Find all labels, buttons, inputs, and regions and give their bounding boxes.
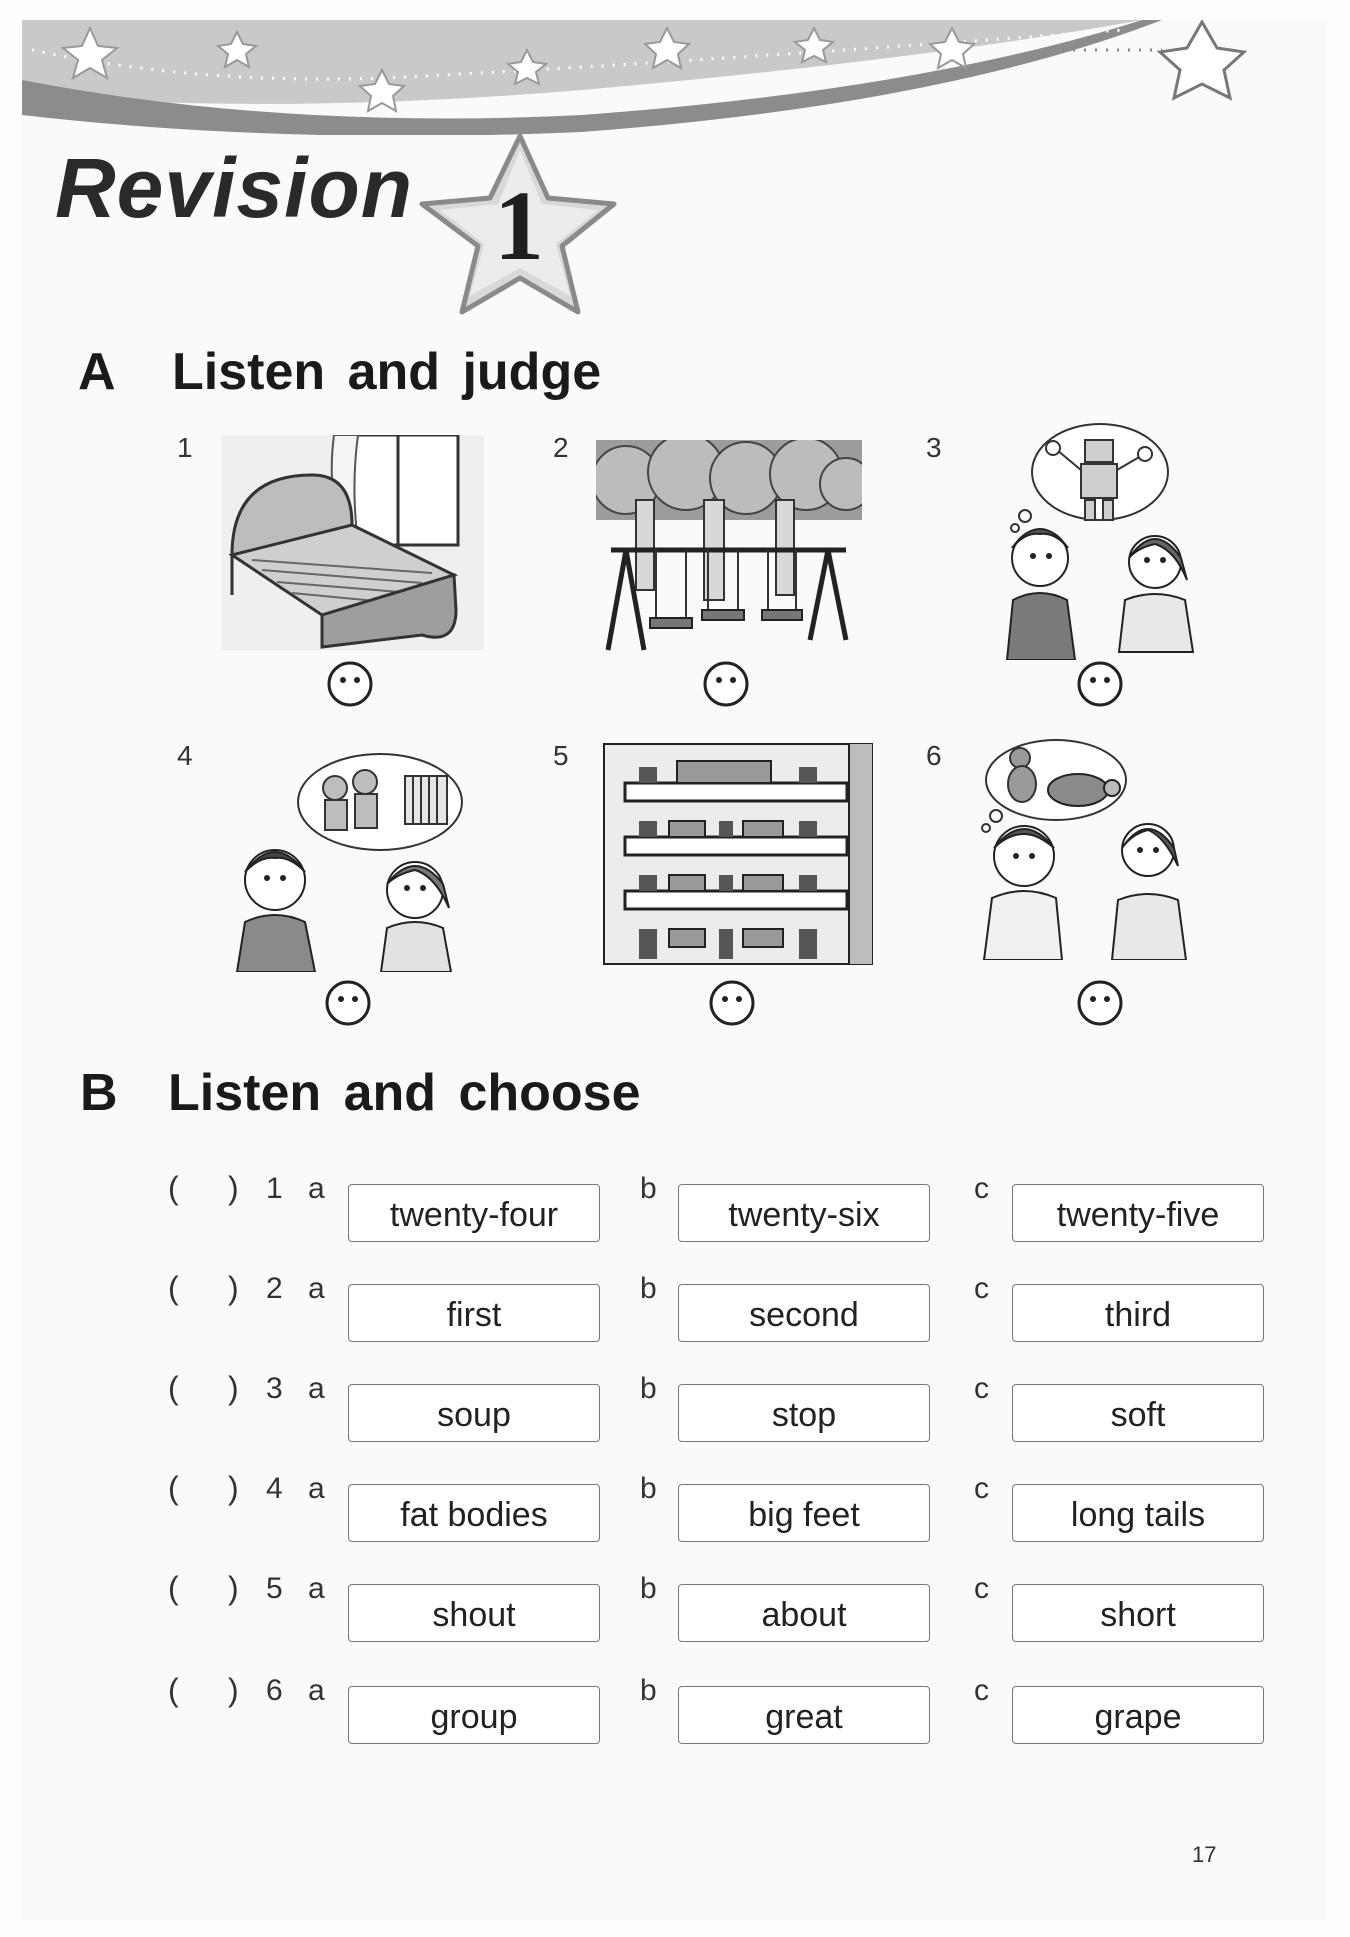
page-title: Revision [55, 141, 414, 235]
answer-paren-open[interactable]: ( [168, 1270, 179, 1306]
item-number: 3 [926, 432, 942, 463]
swings-under-trees-picture [596, 440, 862, 655]
children-talking-about-animals-picture [978, 738, 1200, 960]
question-number: 1 [266, 1172, 283, 1205]
neutral-face-icon[interactable] [1076, 660, 1124, 708]
option-letter: b [640, 1172, 657, 1205]
answer-paren-open[interactable]: ( [168, 1470, 179, 1506]
option-box[interactable]: second [678, 1284, 930, 1342]
answer-paren-close: ) [228, 1370, 239, 1406]
question-number: 2 [266, 1272, 283, 1305]
option-letter: c [974, 1472, 989, 1505]
answer-paren-close: ) [228, 1170, 239, 1206]
option-box[interactable]: fat bodies [348, 1484, 600, 1542]
option-letter: a [308, 1674, 325, 1707]
question-row [168, 1470, 1268, 1540]
question-row [168, 1672, 1268, 1742]
section-a-title: Listen and judge [172, 343, 602, 401]
question-number: 3 [266, 1372, 283, 1405]
answer-paren-close: ) [228, 1270, 239, 1306]
option-box[interactable]: first [348, 1284, 600, 1342]
star-banner [22, 20, 1327, 135]
neutral-face-icon[interactable] [326, 660, 374, 708]
option-letter: b [640, 1472, 657, 1505]
option-letter: a [308, 1572, 325, 1605]
option-letter: c [974, 1572, 989, 1605]
item-number: 5 [553, 740, 569, 771]
option-box[interactable]: twenty-five [1012, 1184, 1264, 1242]
option-box[interactable]: soup [348, 1384, 600, 1442]
neutral-face-icon[interactable] [702, 660, 750, 708]
option-box[interactable]: twenty-four [348, 1184, 600, 1242]
question-number: 5 [266, 1572, 283, 1605]
option-letter: c [974, 1372, 989, 1405]
item-number: 2 [553, 432, 569, 463]
option-letter: a [308, 1172, 325, 1205]
option-box[interactable]: soft [1012, 1384, 1264, 1442]
option-box[interactable]: grape [1012, 1686, 1264, 1744]
option-box[interactable]: shout [348, 1584, 600, 1642]
answer-paren-close: ) [228, 1672, 239, 1708]
answer-paren-close: ) [228, 1570, 239, 1606]
answer-paren-open[interactable]: ( [168, 1170, 179, 1206]
option-letter: c [974, 1272, 989, 1305]
answer-paren-open[interactable]: ( [168, 1370, 179, 1406]
option-box[interactable]: long tails [1012, 1484, 1264, 1542]
question-row [168, 1270, 1268, 1340]
neutral-face-icon[interactable] [324, 979, 372, 1027]
unit-number: 1 [494, 170, 544, 281]
page-number: 17 [1192, 1842, 1217, 1867]
answer-paren-open[interactable]: ( [168, 1570, 179, 1606]
section-b-title: Listen and choose [168, 1064, 641, 1122]
option-letter: b [640, 1372, 657, 1405]
option-box[interactable]: big feet [678, 1484, 930, 1542]
building-floors-picture [603, 743, 873, 965]
answer-paren-close: ) [228, 1470, 239, 1506]
option-letter: a [308, 1472, 325, 1505]
children-talking-about-robot-picture [995, 420, 1205, 660]
question-number: 4 [266, 1472, 283, 1505]
question-number: 6 [266, 1674, 283, 1707]
option-box[interactable]: great [678, 1686, 930, 1744]
option-box[interactable]: third [1012, 1284, 1264, 1342]
section-a-letter: A [78, 343, 116, 401]
option-letter: b [640, 1674, 657, 1707]
question-row [168, 1170, 1268, 1240]
option-letter: b [640, 1272, 657, 1305]
neutral-face-icon[interactable] [708, 979, 756, 1027]
item-number: 4 [177, 740, 193, 771]
bed-picture [222, 435, 484, 650]
neutral-face-icon[interactable] [1076, 979, 1124, 1027]
answer-paren-open[interactable]: ( [168, 1672, 179, 1708]
option-letter: c [974, 1172, 989, 1205]
question-row [168, 1570, 1268, 1640]
option-letter: a [308, 1372, 325, 1405]
option-box[interactable]: stop [678, 1384, 930, 1442]
option-letter: b [640, 1572, 657, 1605]
question-row [168, 1370, 1268, 1440]
children-talking-about-zoo-picture [235, 752, 475, 972]
item-number: 1 [177, 432, 193, 463]
option-letter: c [974, 1674, 989, 1707]
option-letter: a [308, 1272, 325, 1305]
option-box[interactable]: about [678, 1584, 930, 1642]
item-number: 6 [926, 740, 942, 771]
section-b-letter: B [80, 1064, 118, 1122]
option-box[interactable]: twenty-six [678, 1184, 930, 1242]
option-box[interactable]: group [348, 1686, 600, 1744]
option-box[interactable]: short [1012, 1584, 1264, 1642]
